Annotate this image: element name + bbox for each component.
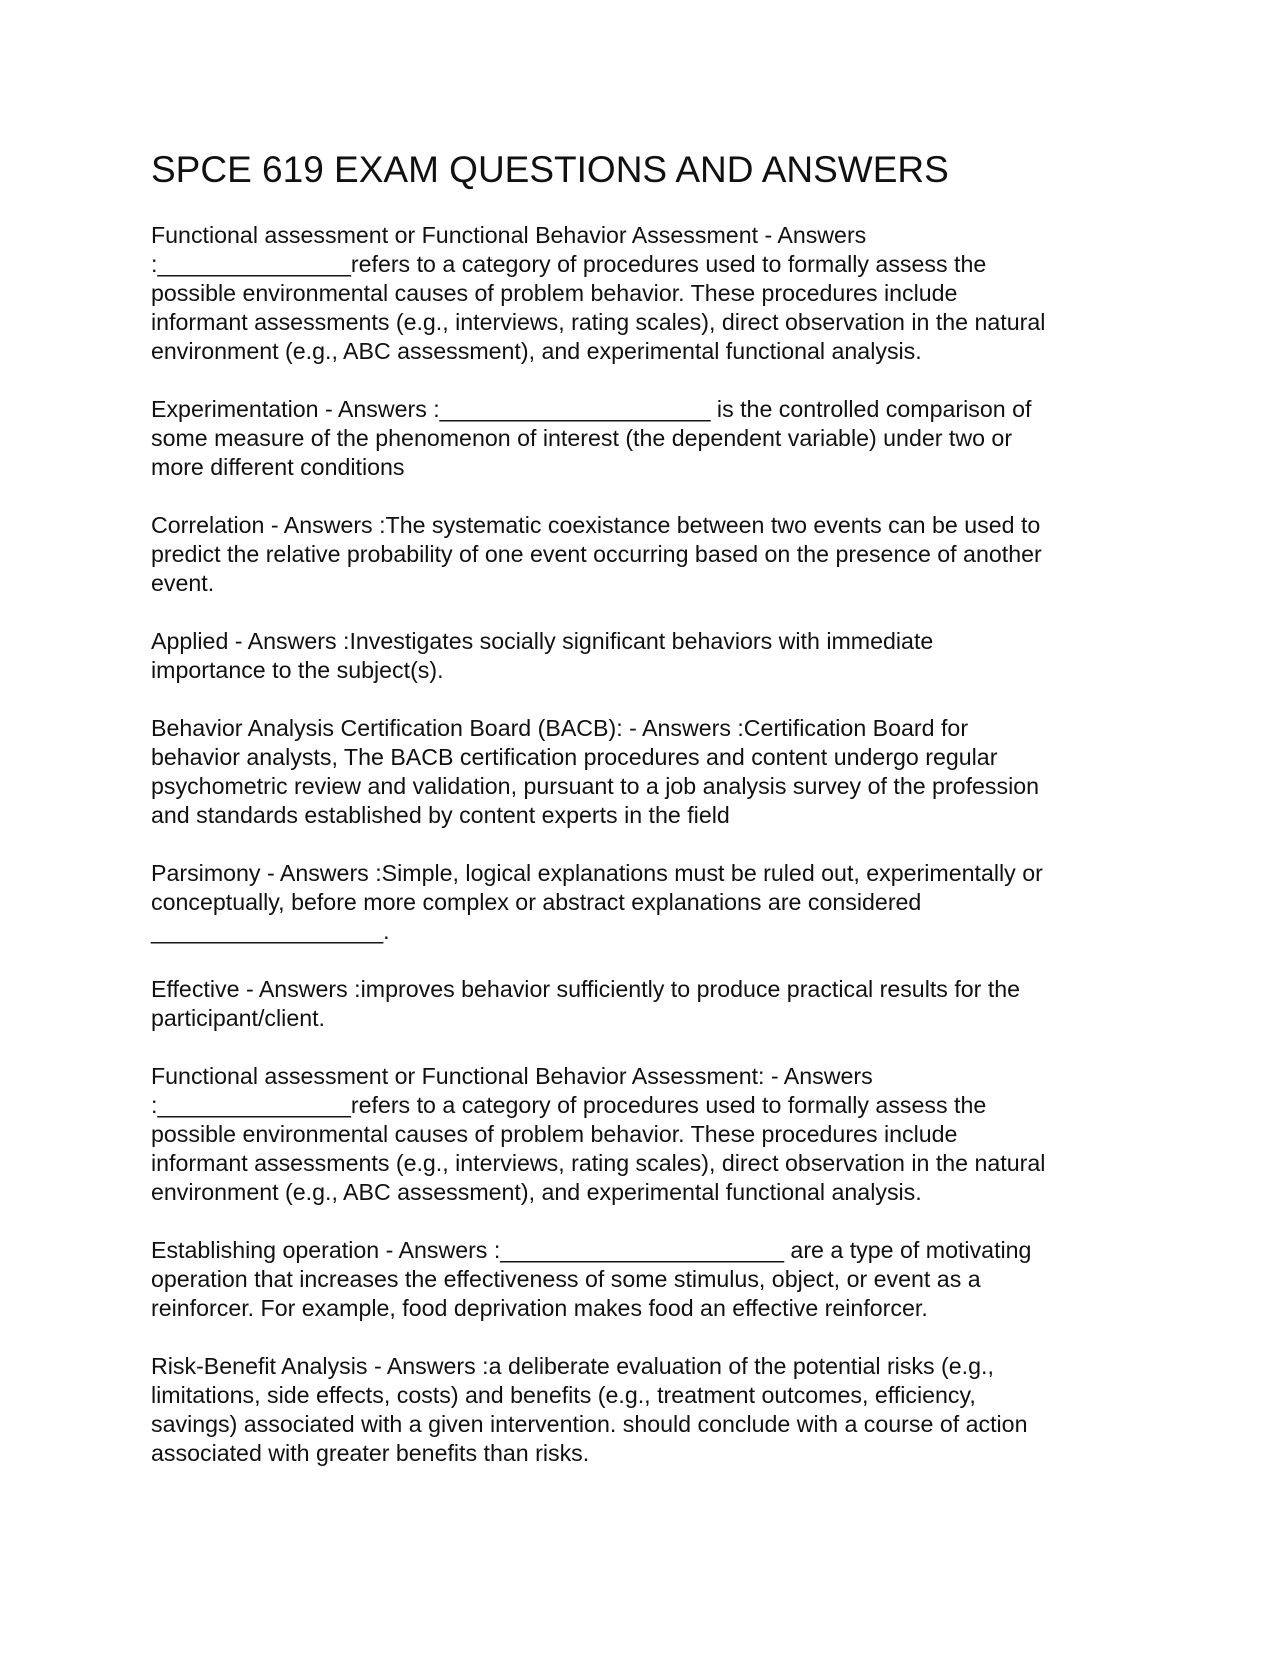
- document-page: [151, 148, 1131, 1497]
- qa-list: [151, 221, 1131, 1468]
- qa-entry-applied: Applied - Answers :Investigates socially significant behaviors with immediate importance to the subject(s).: [151, 628, 934, 683]
- qa-entry-risk-benefit-analysis: Risk-Benefit Analysis - Answers :a deliberate evaluation of the potential risks (e.g., limitations, side effects, costs) and benefits (e.g., treatment outcomes, efficiency, savings) associated with a given intervention. should conclude with a course of action associated with greater benefits than risks.: [151, 1353, 1028, 1466]
- qa-entry-effective: Effective - Answers :improves behavior sufficiently to produce practical results for the participant/client.: [151, 976, 1021, 1031]
- qa-entry-parsimony: Parsimony - Answers :Simple, logical explanations must be ruled out, experimentally or conceptually, before more complex or abstract explanations are considered __________________.: [151, 860, 1043, 944]
- qa-entry-correlation: Correlation - Answers :The systematic coexistance between two events can be used to predict the relative probability of one event occurring based on the presence of another event.: [151, 512, 1042, 596]
- qa-entry-functional-assessment-2: Functional assessment or Functional Behavior Assessment: - Answers :_______________refers to a category of procedures used to formally assess the possible environmental causes of problem behavior. These procedures include informant assessments (e.g., interviews, rating scales), direct observation in the natural environment (e.g., ABC assessment), and experimental functional analysis.: [151, 1063, 1046, 1205]
- qa-entry-experimentation: Experimentation - Answers :_____________________ is the controlled comparison of some measure of the phenomenon of interest (the dependent variable) under two or more different conditions: [151, 396, 1032, 480]
- qa-entry-establishing-operation: Establishing operation - Answers :______________________ are a type of motivating operation that increases the effectiveness of some stimulus, object, or event as a reinforcer. For example, food deprivation makes food an effective reinforcer.: [151, 1237, 1032, 1321]
- qa-entry-bacb: Behavior Analysis Certification Board (BACB): - Answers :Certification Board for behavior analysts, The BACB certification procedures and content undergo regular psychometric review and validation, pursuant to a job analysis survey of the profession and standards established by content experts in the field: [151, 715, 1040, 828]
- page-title: SPCE 619 EXAM QUESTIONS AND ANSWERS: [151, 149, 949, 190]
- qa-entry-functional-assessment: Functional assessment or Functional Behavior Assessment - Answers :_______________refers to a category of procedures used to formally assess the possible environmental causes of problem behavior. These procedures include informant assessments (e.g., interviews, rating scales), direct observation in the natural environment (e.g., ABC assessment), and experimental functional analysis.: [151, 222, 1046, 364]
